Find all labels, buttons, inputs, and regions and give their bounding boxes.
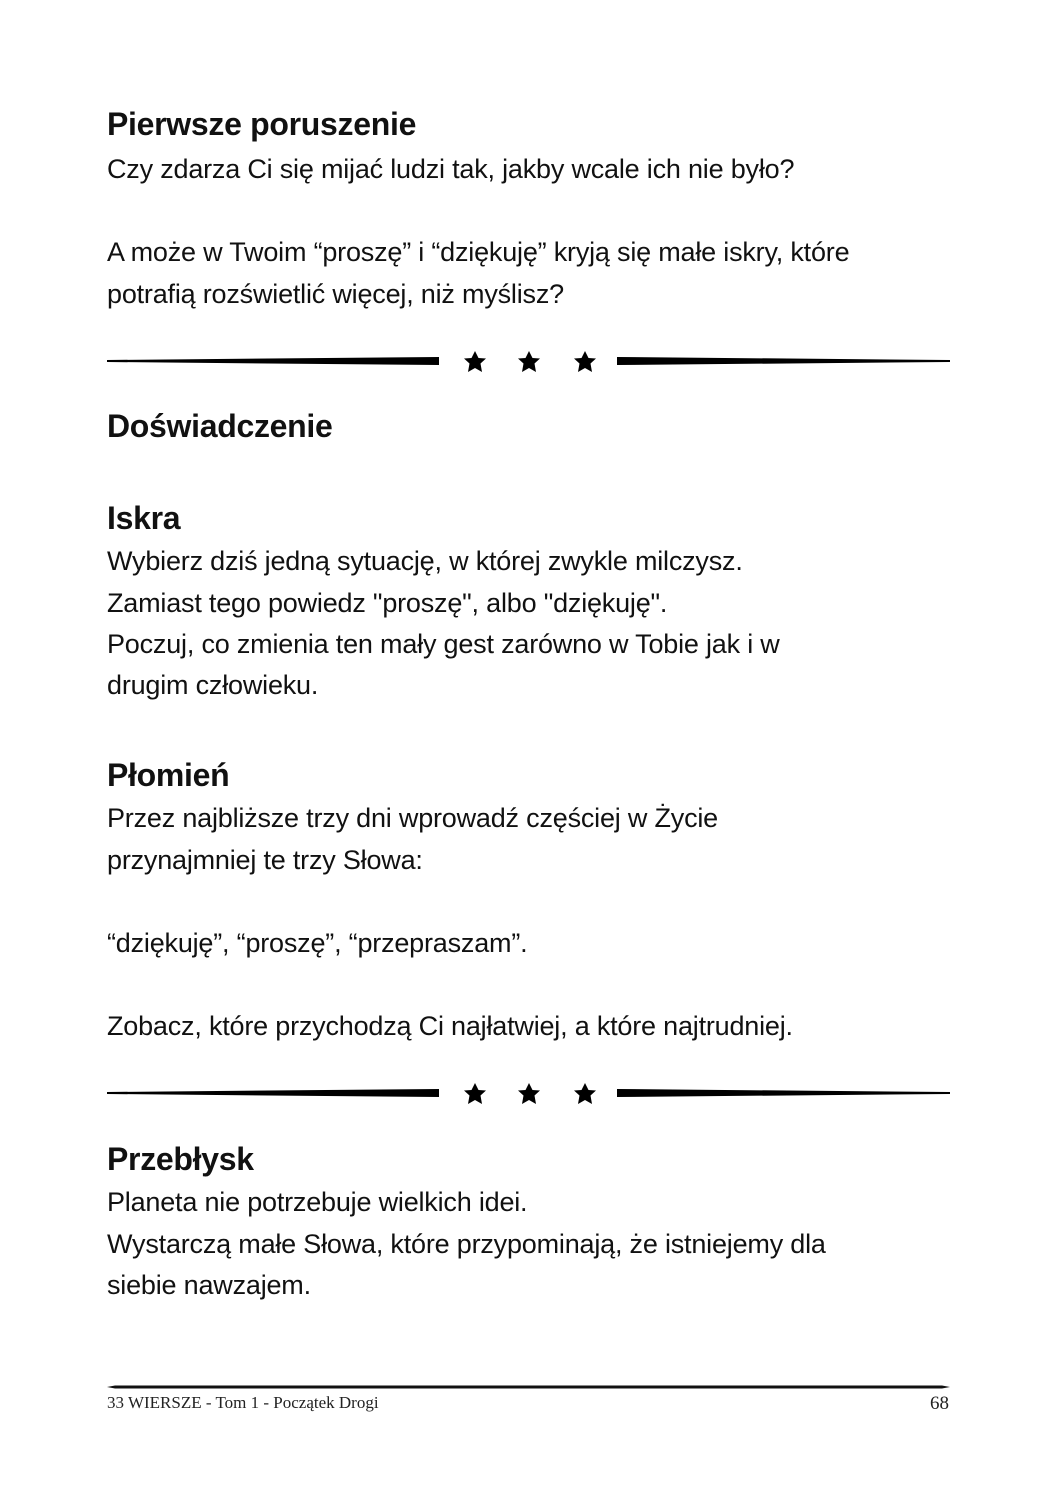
star-divider xyxy=(107,346,950,376)
footer-rule xyxy=(107,1380,950,1394)
footer-book-title: 33 WIERSZE - Tom 1 - Początek Drogi xyxy=(107,1393,379,1412)
star-icon xyxy=(518,351,540,372)
paragraph-line: Planeta nie potrzebuje wielkich idei. xyxy=(107,1187,528,1217)
paragraph-line: drugim człowieku. xyxy=(107,670,319,700)
paragraph-line: Wystarczą małe Słowa, które przypominają, że istniejemy dla xyxy=(107,1229,826,1259)
paragraph-line: “dziękuję”, “proszę”, “przepraszam”. xyxy=(107,928,528,958)
star-icon xyxy=(574,1083,596,1104)
page-number: 68 xyxy=(930,1393,949,1414)
heading-przeblysk: Przebłysk xyxy=(107,1141,254,1177)
paragraph-line: Zobacz, które przychodzą Ci najłatwiej, a które najtrudniej. xyxy=(107,1011,793,1041)
paragraph-line: Zamiast tego powiedz "proszę", albo "dziękuję". xyxy=(107,588,668,618)
paragraph-line: Przez najbliższe trzy dni wprowadź częściej w Życie xyxy=(107,803,718,833)
star-icon xyxy=(464,351,486,372)
paragraph-line: przynajmniej te trzy Słowa: xyxy=(107,845,423,875)
divider-line-left xyxy=(107,357,439,365)
divider-line-right xyxy=(617,357,950,365)
heading-iskra: Iskra xyxy=(107,500,181,536)
divider-line-left xyxy=(107,1089,439,1097)
star-icon xyxy=(518,1083,540,1104)
heading-first-stir: Pierwsze poruszenie xyxy=(107,106,417,142)
paragraph-line: Czy zdarza Ci się mijać ludzi tak, jakby wcale ich nie było? xyxy=(107,154,795,184)
paragraph-line: A może w Twoim “proszę” i “dziękuję” kryją się małe iskry, które xyxy=(107,237,850,267)
paragraph-line: Wybierz dziś jedną sytuację, w której zwykle milczysz. xyxy=(107,546,743,576)
divider-line-right xyxy=(617,1089,950,1097)
heading-experience: Doświadczenie xyxy=(107,408,333,444)
heading-plomien: Płomień xyxy=(107,757,230,793)
star-icon xyxy=(574,351,596,372)
paragraph-line: potrafią rozświetlić więcej, niż myślisz? xyxy=(107,279,564,309)
paragraph-line: Poczuj, co zmienia ten mały gest zarówno w Tobie jak i w xyxy=(107,629,780,659)
paragraph-line: siebie nawzajem. xyxy=(107,1270,311,1300)
star-icon xyxy=(464,1083,486,1104)
star-divider xyxy=(107,1078,950,1108)
